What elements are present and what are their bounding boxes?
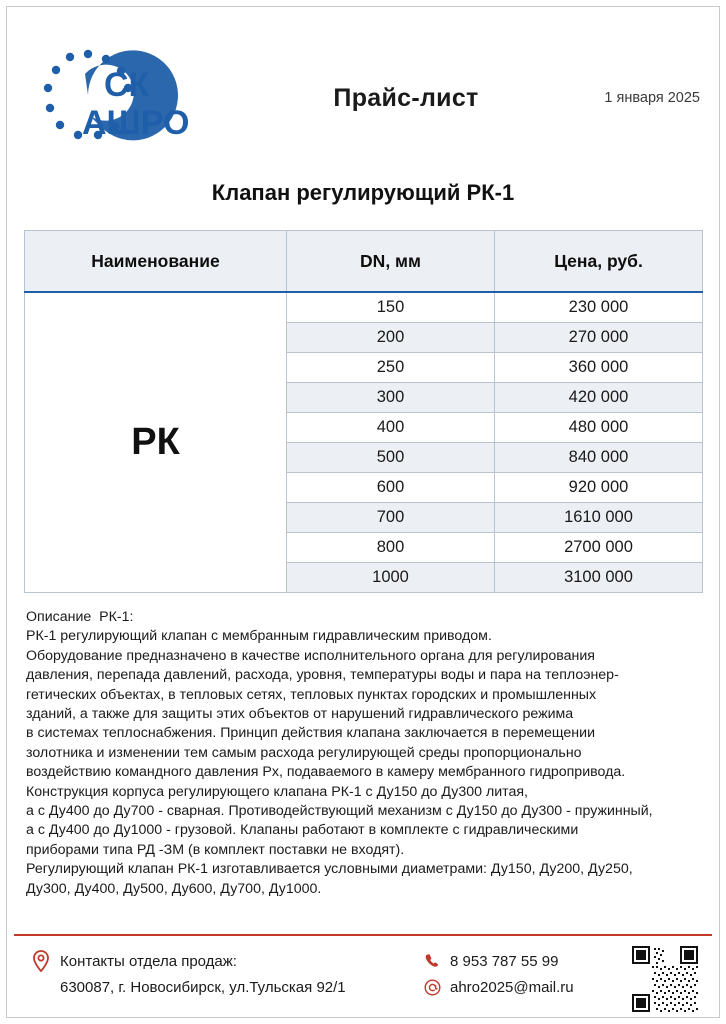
cell-price: 1610 000 [495, 503, 703, 533]
footer [14, 940, 712, 1018]
phone-number: 8 953 787 55 99 [450, 952, 559, 970]
cell-price: 420 000 [495, 383, 703, 413]
cell-price: 920 000 [495, 473, 703, 503]
phone-row[interactable] [424, 948, 654, 974]
price-table-wrapper [24, 230, 702, 593]
company-logo [26, 38, 246, 153]
sales-label: Контакты отдела продаж: [60, 952, 237, 970]
email-row[interactable] [424, 974, 654, 1000]
cell-price: 270 000 [495, 323, 703, 353]
column-header-price: Цена, руб. [495, 231, 703, 293]
address-row [32, 974, 402, 1000]
cell-dn: 700 [287, 503, 495, 533]
cell-dn: 600 [287, 473, 495, 503]
cell-price: 840 000 [495, 443, 703, 473]
description-line: Ду300, Ду400, Ду500, Ду600, Ду700, Ду1000. [26, 880, 322, 897]
cell-dn: 200 [287, 323, 495, 353]
logo-text-top: СК [104, 66, 150, 104]
description-line: давления, перепада давлений, расхода, уровня, температуры воды и пара на теплоэнер- [26, 667, 619, 684]
description-line: в системах теплоснабжения. Принцип действия клапана заключается в перемещении [26, 725, 595, 742]
contacts-left [32, 948, 402, 1000]
address-text: 630087, г. Новосибирск, ул.Тульская 92/1 [60, 978, 346, 996]
contacts-right [424, 948, 654, 1000]
cell-price: 230 000 [495, 292, 703, 323]
description-heading: Описание РК-1: [26, 609, 134, 625]
product-name-cell: РК [25, 292, 287, 593]
phone-icon [424, 953, 441, 970]
cell-dn: 300 [287, 383, 495, 413]
qr-code [632, 946, 698, 1012]
description-line: приборами типа РД -ЗМ (в комплект поставки не входят). [26, 841, 405, 858]
sales-contacts-row [32, 948, 402, 974]
table-row [25, 292, 703, 323]
description-block [26, 608, 702, 899]
product-title: Клапан регулирующий РК-1 [211, 180, 515, 205]
logo-text-bottom: АШРО [82, 104, 190, 142]
description-line: а с Ду400 до Ду1000 - грузовой. Клапаны работают в комплекте с гидравлическими [26, 822, 579, 839]
cell-price: 360 000 [495, 353, 703, 383]
cell-dn: 1000 [287, 563, 495, 593]
email-address: ahro2025@mail.ru [450, 978, 574, 996]
document-date: 1 января 2025 [604, 90, 700, 106]
description-line: Регулирующий клапан РК-1 изготавливается условными диаметрами: Ду150, Ду200, Ду250, [26, 861, 633, 878]
cell-dn: 250 [287, 353, 495, 383]
cell-dn: 150 [287, 292, 495, 323]
description-line: воздействию командного давления Рх, подаваемого в камеру мембранного гидропривода. [26, 764, 626, 781]
description-line: РК-1 регулирующий клапан с мембранным гидравлическим приводом. [26, 628, 492, 645]
cell-dn: 400 [287, 413, 495, 443]
footer-divider [14, 934, 712, 936]
description-line: Оборудование предназначено в качестве исполнительного органа для регулирования [26, 647, 595, 664]
cell-price: 480 000 [495, 413, 703, 443]
description-line: золотника и изменении тем самым расхода регулирующей среды пропорционально [26, 744, 582, 761]
cell-dn: 500 [287, 443, 495, 473]
column-header-name: Наименование [25, 231, 287, 293]
description-line: гетических объектах, в тепловых сетях, тепловых пунктах городских и промышленных [26, 686, 597, 703]
table-header-row [25, 231, 703, 293]
description-line: а с Ду400 до Ду700 - сварная. Противодействующий механизм с Ду150 до Ду300 - пружинный, [26, 803, 653, 820]
cell-dn: 800 [287, 533, 495, 563]
location-pin-icon [32, 950, 50, 972]
document-header [26, 38, 700, 158]
cell-price: 3100 000 [495, 563, 703, 593]
cell-price: 2700 000 [495, 533, 703, 563]
column-header-dn: DN, мм [287, 231, 495, 293]
description-line: Конструкция корпуса регулирующего клапана РК-1 с Ду150 до Ду300 литая, [26, 783, 529, 800]
document-title: Прайс-лист [333, 84, 479, 112]
description-line: зданий, а также для защиты этих объектов от нарушений гидравлического режима [26, 706, 574, 723]
email-icon [424, 979, 441, 996]
price-table [24, 230, 703, 593]
